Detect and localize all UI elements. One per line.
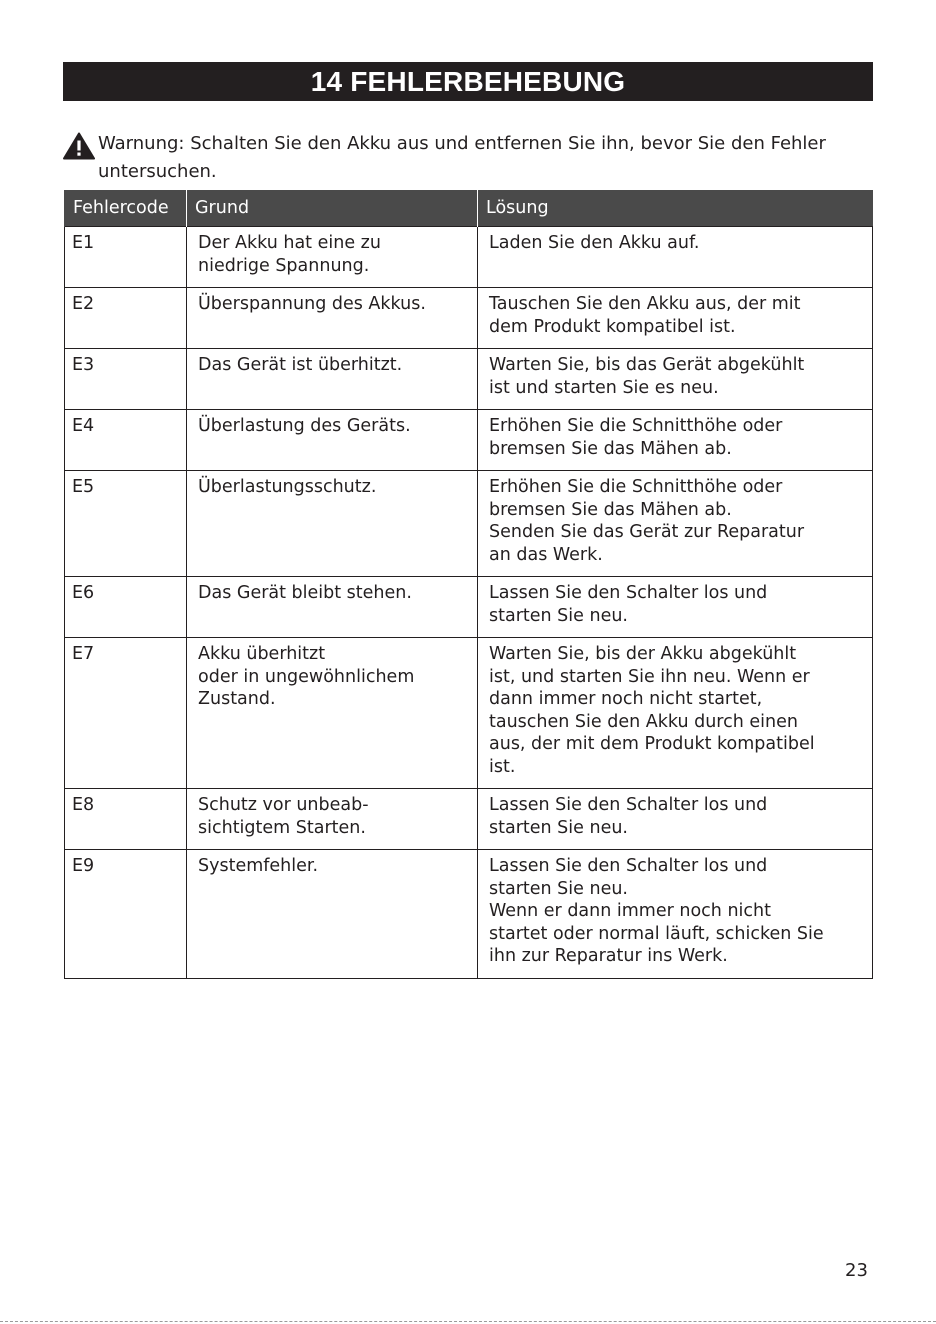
solution-line: Erhöhen Sie die Schnitthöhe oder [489, 416, 783, 436]
solution-line: starten Sie neu. [489, 878, 628, 899]
reason-line: oder in ungewöhnlichem [198, 666, 415, 687]
solution-line: Lassen Sie den Schalter los und [489, 795, 768, 815]
table-row [65, 410, 873, 471]
reason-line: Der Akku hat eine zu [198, 233, 381, 253]
solution-cell [478, 349, 873, 410]
page-bottom-divider [0, 1321, 936, 1322]
header-fehlercode: Fehlercode [65, 190, 187, 227]
reason-cell [187, 471, 478, 577]
solution-line: aus, der mit dem Produkt kompatibel [489, 734, 815, 754]
solution-cell [478, 577, 873, 638]
reason-cell [187, 227, 478, 288]
reason-line: niedrige Spannung. [198, 255, 370, 276]
solution-line: dem Produkt kompatibel ist. [489, 316, 736, 337]
reason-cell [187, 850, 478, 979]
fault-code-cell: E9 [65, 850, 187, 979]
table-row [65, 850, 873, 979]
reason-cell [187, 577, 478, 638]
solution-line: ist und starten Sie es neu. [489, 377, 719, 398]
solution-cell [478, 288, 873, 349]
table-row [65, 577, 873, 638]
reason-cell [187, 638, 478, 789]
solution-line: starten Sie neu. [489, 605, 628, 626]
fault-code-cell: E3 [65, 349, 187, 410]
solution-line: ihn zur Reparatur ins Werk. [489, 946, 728, 966]
table-row [65, 789, 873, 850]
solution-line: Tauschen Sie den Akku aus, der mit [489, 294, 801, 314]
reason-cell [187, 410, 478, 471]
solution-cell [478, 410, 873, 471]
fault-code-cell: E2 [65, 288, 187, 349]
solution-cell [478, 789, 873, 850]
solution-line: Senden Sie das Gerät zur Reparatur [489, 522, 805, 542]
solution-line: Lassen Sie den Schalter los und [489, 583, 768, 603]
table-row [65, 349, 873, 410]
reason-line: Das Gerät bleibt stehen. [198, 583, 412, 603]
warning-triangle-icon [63, 132, 95, 160]
solution-line: ist, und starten Sie ihn neu. Wenn er [489, 666, 810, 687]
table-row [65, 227, 873, 288]
table-row [65, 638, 873, 789]
fault-code-cell: E1 [65, 227, 187, 288]
solution-line: an das Werk. [489, 544, 603, 565]
solution-line: Laden Sie den Akku auf. [489, 233, 700, 253]
reason-line: sichtigtem Starten. [198, 817, 366, 838]
reason-line: Überlastung des Geräts. [198, 416, 411, 436]
solution-line: dann immer noch nicht startet, [489, 689, 763, 709]
fault-code-cell: E5 [65, 471, 187, 577]
table-row [65, 288, 873, 349]
reason-cell [187, 288, 478, 349]
warning-text-line-2: untersuchen. [98, 161, 217, 182]
solution-line: ist. [489, 756, 516, 777]
solution-cell [478, 850, 873, 979]
reason-cell [187, 789, 478, 850]
solution-cell [478, 227, 873, 288]
fault-code-cell: E8 [65, 789, 187, 850]
table-row [65, 471, 873, 577]
fault-code-cell: E4 [65, 410, 187, 471]
solution-line: starten Sie neu. [489, 817, 628, 838]
fault-code-cell: E7 [65, 638, 187, 789]
solution-line: startet oder normal läuft, schicken Sie [489, 923, 824, 944]
reason-line: Systemfehler. [198, 856, 319, 876]
reason-line: Überspannung des Akkus. [198, 294, 426, 314]
solution-line: Erhöhen Sie die Schnitthöhe oder [489, 477, 783, 497]
page-number: 23 [845, 1260, 868, 1281]
solution-cell [478, 638, 873, 789]
table-body [65, 227, 873, 979]
fault-code-cell: E6 [65, 577, 187, 638]
reason-line: Schutz vor unbeab- [198, 795, 369, 815]
solution-line: bremsen Sie das Mähen ab. [489, 438, 732, 459]
solution-line: Warten Sie, bis das Gerät abgekühlt [489, 355, 805, 375]
solution-line: bremsen Sie das Mähen ab. [489, 499, 732, 520]
warning-notice [63, 130, 873, 186]
reason-line: Akku überhitzt [198, 644, 326, 664]
reason-line: Überlastungsschutz. [198, 477, 377, 497]
header-grund: Grund [187, 190, 478, 227]
reason-cell [187, 349, 478, 410]
reason-line: Das Gerät ist überhitzt. [198, 355, 403, 375]
reason-line: Zustand. [198, 689, 276, 709]
solution-line: Wenn er dann immer noch nicht [489, 901, 771, 921]
solution-line: Lassen Sie den Schalter los und [489, 856, 768, 876]
page-title: 14 FEHLERBEHEBUNG [63, 62, 873, 101]
solution-cell [478, 471, 873, 577]
solution-line: tauschen Sie den Akku durch einen [489, 711, 798, 732]
solution-line: Warten Sie, bis der Akku abgekühlt [489, 644, 797, 664]
table-header-row [65, 190, 873, 227]
fault-code-table [64, 190, 873, 979]
warning-text-line-1: Warnung: Schalten Sie den Akku aus und entfernen Sie ihn, bevor Sie den Fehler [98, 133, 826, 154]
header-loesung: Lösung [478, 190, 873, 227]
